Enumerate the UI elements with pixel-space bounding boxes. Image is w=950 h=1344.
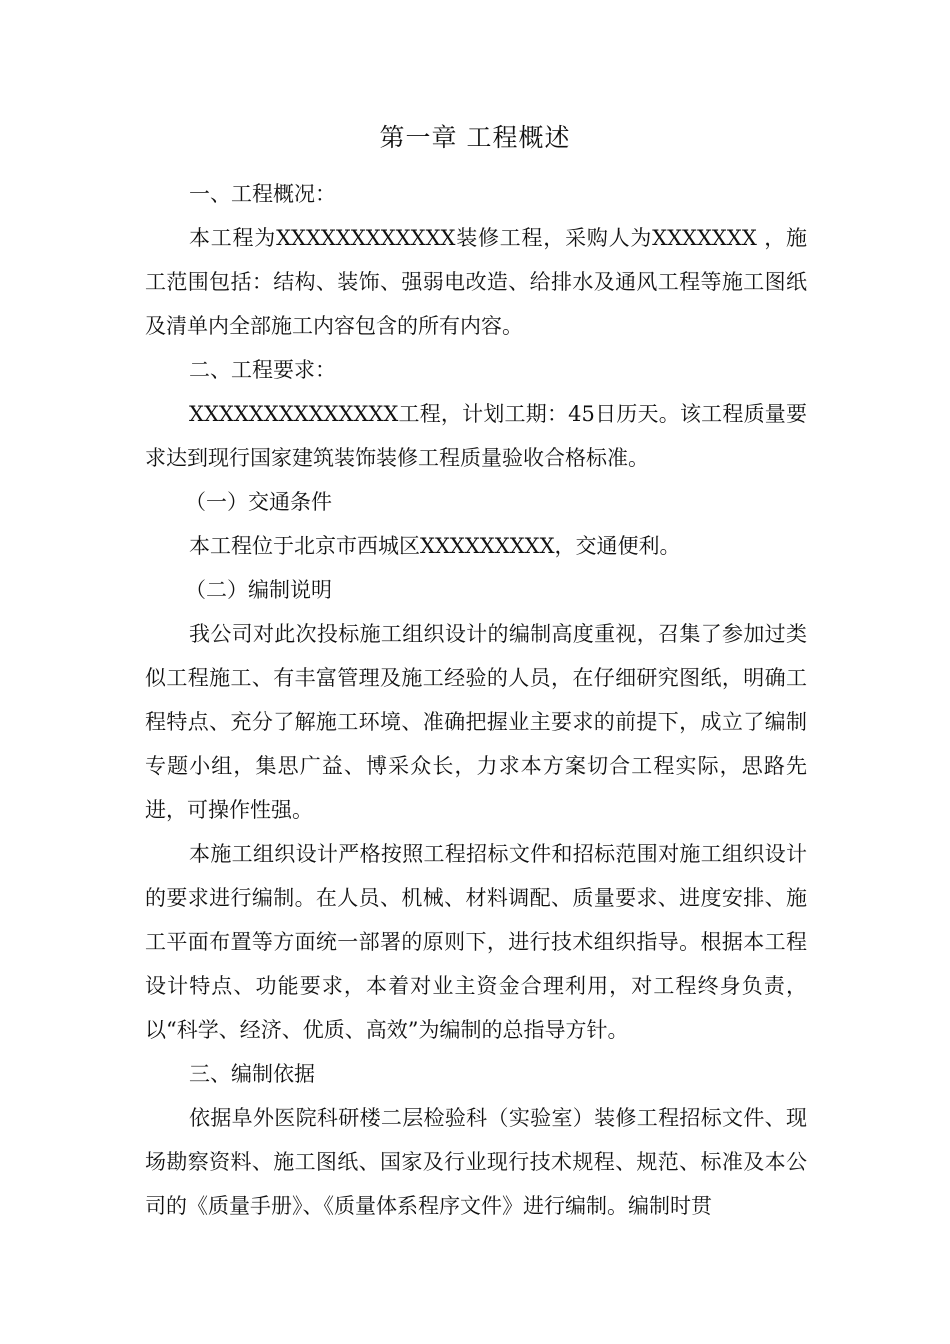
chapter-title: 第一章 工程概述	[379, 123, 571, 152]
section-heading-requirements: 二、工程要求：	[189, 358, 336, 382]
paragraph-requirements: XXXXXXXXXXXXXX工程，计划工期：45日历天。该工程质量要求达到现行国家建筑装饰装修工程质量验收合格标准。	[145, 402, 807, 470]
subsection-heading-compilation: （二）编制说明	[185, 578, 332, 602]
section-heading-basis: 三、编制依据	[189, 1062, 315, 1086]
paragraph-compilation-2: 本施工组织设计严格按照工程招标文件和招标范围对施工组织设计的要求进行编制。在人员、机械、材料调配、质量要求、进度安排、施工平面布置等方面统一部署的原则下，进行技术组织指导。根据本工程设计特点、功能要求，本着对业主资金合理利用，对工程终身负责，以“科学、经济、优质、高效”为编制的总指导方针。	[145, 842, 807, 1042]
paragraph-basis: 依据阜外医院科研楼二层检验科（实验室）装修工程招标文件、现场勘察资料、施工图纸、国家及行业现行技术规程、规范、标准及本公司的《质量手册》、《质量体系程序文件》进行编制。编制时贯	[145, 1106, 807, 1218]
document-body	[145, 172, 807, 1228]
paragraph-compilation-1: 我公司对此次投标施工组织设计的编制高度重视，召集了参加过类似工程施工、有丰富管理及施工经验的人员，在仔细研究图纸，明确工程特点、充分了解施工环境、准确把握业主要求的前提下，成立了编制专题小组，集思广益、博采众长，力求本方案切合工程实际，思路先进，可操作性强。	[145, 622, 807, 822]
paragraph-overview: 本工程为XXXXXXXXXXXX装修工程，采购人为XXXXXXX ，施工范围包括：结构、装饰、强弱电改造、给排水及通风工程等施工图纸及清单内全部施工内容包含的所有内容。	[145, 226, 807, 338]
paragraph-traffic: 本工程位于北京市西城区XXXXXXXXX，交通便利。	[189, 534, 681, 558]
section-heading-overview: 一、工程概况：	[189, 182, 336, 206]
subsection-heading-traffic: （一）交通条件	[185, 490, 332, 514]
